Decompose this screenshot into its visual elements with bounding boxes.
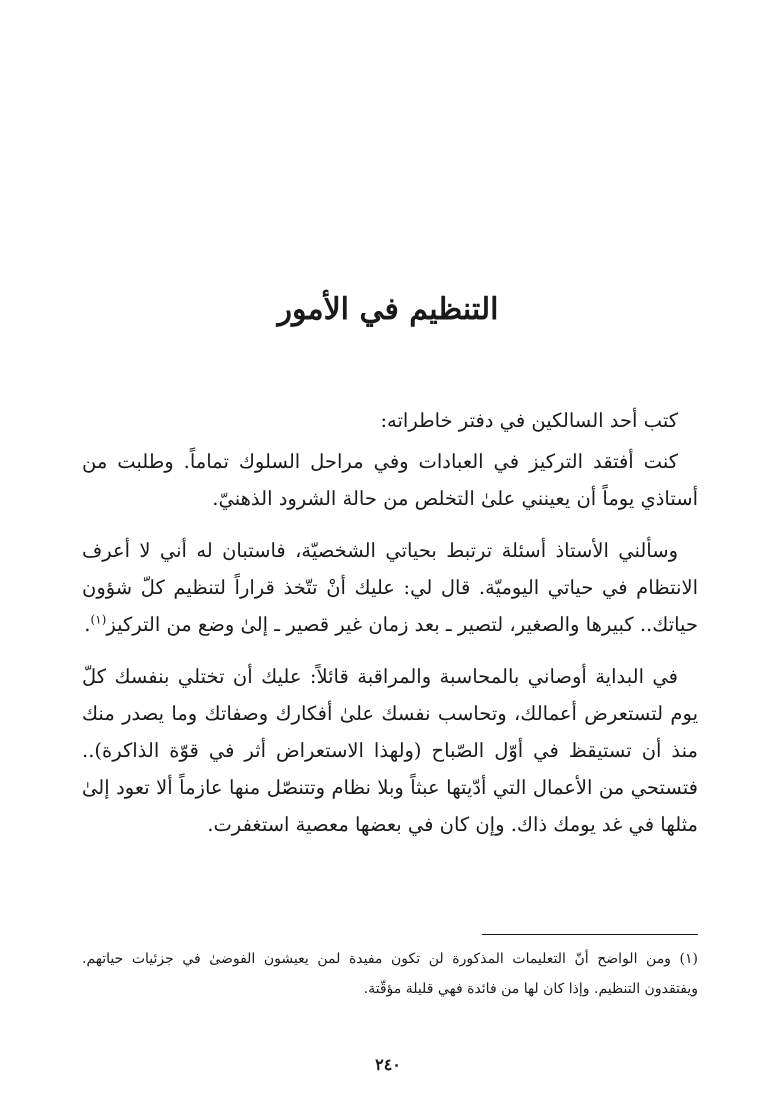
- footnote-reference[interactable]: (١): [90, 612, 107, 627]
- paragraph-2-end: .: [84, 613, 91, 636]
- paragraph-1: كنت أفتقد التركيز في العبادات وفي مراحل السلوك تماماً. وطلبت من أستاذي يوماً أن يعينني علىٰ التخلص من حالة الشرود الذهنيّ.: [82, 450, 698, 510]
- paragraph-intro: كتب أحد السالكين في دفتر خاطراته:: [380, 409, 678, 432]
- paragraph-3: في البداية أوصاني بالمحاسبة والمراقبة قائلاً: عليك أن تختلي بنفسك كلّ يوم لتستعرض أعمالك، وتحاسب نفسك علىٰ أفكارك وصفاتك وما يصدر منك منذ أن تستيقظ في أوّل الصّباح (ولهذا الاستعراض أثر في قوّة الذاكرة).. فتستحي من الأعمال التي أدّيتها عبثاً وبلا نظام وتتنصّل منها عازماً ألا تعود إلىٰ مثلها في غد يومك ذاك. وإن كان في بعضها معصية استغفرت.: [82, 665, 698, 836]
- footnote-divider: [482, 934, 698, 935]
- chapter-title: التنظيم في الأمور: [277, 292, 499, 327]
- paragraph-2-text: وسألني الأستاذ أسئلة ترتبط بحياتي الشخصيّة، فاستبان له أني لا أعرف الانتظام في حياتي اليوميّة. قال لي: عليك أنْ تتّخذ قراراً لتنظيم كلّ شؤون حياتك.. كبيرها والصغير، لتصير ـ بعد زمان غير قصير ـ إلىٰ وضع من التركيز: [82, 539, 698, 636]
- footnote-1: (١) ومن الواضح أنّ التعليمات المذكورة لن تكون مفيدة لمن يعيشون الفوضىٰ في جزئيات حياتهم. ويفتقدون التنظيم. وإذا كان لها من فائدة فهي قليلة مؤقّتة.: [82, 951, 698, 997]
- footnotes: [82, 944, 698, 1004]
- main-text: [82, 402, 698, 858]
- paragraph-2: [82, 532, 698, 643]
- page-number: ٢٤٠: [375, 1055, 401, 1074]
